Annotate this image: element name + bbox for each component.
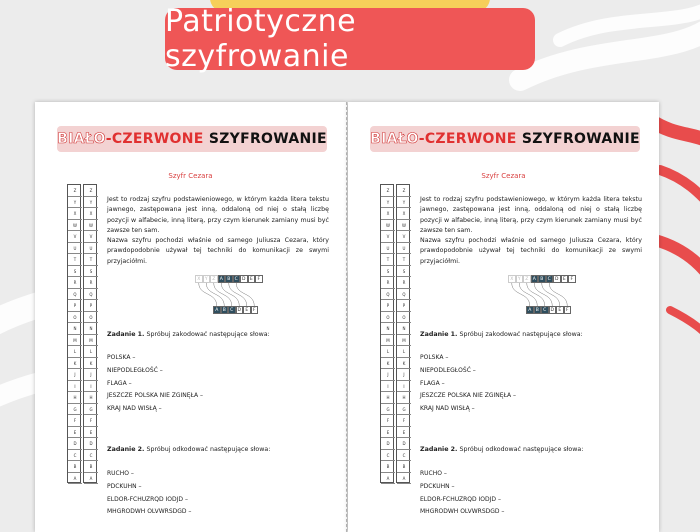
cipher-cell: Z	[84, 185, 98, 197]
task-1-text: Spróbuj zakodować następujące słowa:	[146, 331, 270, 338]
shift-letter-box: E	[556, 306, 564, 314]
shift-letter-box: X	[195, 275, 203, 283]
cipher-cell: R	[68, 277, 82, 289]
task-2-label: Zadanie 2.	[107, 446, 145, 453]
cipher-cell: Y	[68, 197, 82, 209]
intro-text	[107, 195, 329, 267]
cipher-cell: D	[397, 438, 411, 450]
cipher-cell: P	[68, 300, 82, 312]
cipher-cell: U	[84, 243, 98, 255]
cipher-cell: P	[397, 300, 411, 312]
shift-letter-box: F	[568, 275, 576, 283]
cipher-cell: X	[68, 208, 82, 220]
worksheet-left	[35, 102, 347, 532]
shift-letter-box: B	[538, 275, 546, 283]
cipher-cell: S	[68, 266, 82, 278]
list-item: RUCHO –	[107, 470, 134, 477]
cipher-cell: Y	[381, 197, 395, 209]
cipher-cell: E	[68, 427, 82, 439]
task-2-list	[107, 468, 191, 519]
cipher-cell: I	[381, 381, 395, 393]
shift-letter-box: E	[243, 306, 251, 314]
shift-arrows	[195, 282, 305, 322]
cipher-column-shifted	[83, 184, 97, 483]
cipher-cell: K	[397, 358, 411, 370]
cipher-cell: T	[397, 254, 411, 266]
list-item: NIEPODLEGŁOŚĆ –	[420, 366, 476, 374]
cipher-cell: D	[381, 438, 395, 450]
cipher-cell: G	[84, 404, 98, 416]
cipher-cell: A	[381, 473, 395, 485]
cipher-cell: Z	[381, 185, 395, 197]
paragraph-origin: Nazwa szyfru pochodzi właśnie od samego Juliusza Cezara, który prawdopodobnie używał tej techniki do komunikacji ze swymi przyjaciółmi.	[420, 237, 642, 265]
cipher-cell: V	[68, 231, 82, 243]
header-word-szyfrowanie: SZYFROWANIE	[208, 131, 327, 147]
cipher-cell: N	[84, 323, 98, 335]
cipher-strip	[380, 184, 412, 532]
cipher-cell: W	[397, 220, 411, 232]
shift-letter-box: C	[541, 306, 549, 314]
list-item: ELDOR-FCHUZRQD IODJD –	[107, 495, 188, 503]
cipher-cell: C	[84, 450, 98, 462]
cipher-cell: H	[68, 392, 82, 404]
task-2-text: Spróbuj odkodować następujące słowa:	[146, 446, 271, 453]
cipher-cell: B	[84, 461, 98, 473]
cipher-cell: S	[84, 266, 98, 278]
cipher-cell: H	[84, 392, 98, 404]
cipher-cell: N	[381, 323, 395, 335]
cipher-cell: P	[84, 300, 98, 312]
cipher-cell: H	[397, 392, 411, 404]
cipher-cell: S	[397, 266, 411, 278]
cipher-cell: J	[397, 369, 411, 381]
worksheet-subtitle: Szyfr Cezara	[168, 172, 213, 180]
shift-letter-box: C	[233, 275, 241, 283]
cipher-cell: S	[381, 266, 395, 278]
cipher-cell: E	[84, 427, 98, 439]
header-dash: -	[105, 131, 112, 147]
cipher-cell: J	[68, 369, 82, 381]
task-1-heading	[107, 331, 270, 338]
cipher-column-shifted	[396, 184, 410, 483]
cipher-cell: R	[397, 277, 411, 289]
cipher-cell: P	[381, 300, 395, 312]
cipher-cell: U	[68, 243, 82, 255]
header-word-czerwone: CZERWONE	[111, 131, 204, 147]
cipher-cell: L	[68, 346, 82, 358]
shift-letter-box: F	[251, 306, 259, 314]
cipher-cell: B	[397, 461, 411, 473]
cipher-cell: X	[84, 208, 98, 220]
cipher-cell: C	[68, 450, 82, 462]
cipher-strip	[67, 184, 99, 532]
header-word-szyfrowanie: SZYFROWANIE	[521, 131, 640, 147]
shift-letter-box: F	[564, 306, 572, 314]
cipher-cell: C	[397, 450, 411, 462]
cipher-cell: M	[68, 335, 82, 347]
header-word-bialo: BIAŁO	[57, 131, 106, 147]
cipher-cell: A	[397, 473, 411, 485]
worksheet-header	[370, 126, 640, 152]
task-1-list	[420, 352, 516, 416]
list-item: NIEPODLEGŁOŚĆ –	[107, 366, 163, 374]
cipher-cell: I	[397, 381, 411, 393]
shift-row-cipher	[526, 306, 571, 314]
list-item: PDCKUHN –	[420, 482, 455, 490]
task-1-heading	[420, 331, 583, 338]
list-item: POLSKA –	[420, 354, 449, 361]
shift-letter-box: C	[546, 275, 554, 283]
caesar-shift-diagram	[195, 275, 305, 320]
cipher-cell: C	[381, 450, 395, 462]
intro-text	[420, 195, 642, 267]
cipher-cell: G	[397, 404, 411, 416]
cipher-cell: K	[68, 358, 82, 370]
cipher-cell: Y	[397, 197, 411, 209]
cipher-cell: V	[381, 231, 395, 243]
cipher-cell: N	[397, 323, 411, 335]
cipher-cell: O	[84, 312, 98, 324]
task-1-label: Zadanie 1.	[107, 331, 145, 338]
cipher-cell: Q	[397, 289, 411, 301]
worksheet-right	[348, 102, 659, 532]
header-word-bialo: BIAŁO	[370, 131, 419, 147]
cipher-cell: U	[381, 243, 395, 255]
shift-letter-box: E	[561, 275, 569, 283]
shift-letter-box: B	[225, 275, 233, 283]
cipher-cell: Z	[397, 185, 411, 197]
shift-letter-box: Y	[203, 275, 211, 283]
cipher-cell: F	[381, 415, 395, 427]
list-item: JESZCZE POLSKA NIE ZGINĘŁA –	[420, 392, 516, 400]
shift-letter-box: A	[218, 275, 226, 283]
paragraph-origin: Nazwa szyfru pochodzi właśnie od samego Juliusza Cezara, który prawdopodobnie używał tej techniki do komunikacji ze swymi przyjaciółmi.	[107, 237, 329, 265]
cipher-column-plain	[67, 184, 81, 483]
paragraph-definition: Jest to rodzaj szyfru podstawieniowego, w którym każda litera tekstu jawnego, zastępowana jest inną, oddaloną od niej o stałą liczbę pozycji w alfabecie, inną literą, przy czym kierunek zamiany musi być zawsze ten sam.	[107, 196, 329, 234]
shift-letter-box: C	[228, 306, 236, 314]
cipher-cell: I	[84, 381, 98, 393]
shift-letter-box: Y	[516, 275, 524, 283]
cipher-cell: D	[68, 438, 82, 450]
cipher-column-plain	[380, 184, 394, 483]
cipher-cell: G	[381, 404, 395, 416]
list-item: MHGRODWH OLVWRSDGD –	[107, 508, 192, 516]
task-1-list	[107, 352, 203, 416]
cipher-cell: B	[68, 461, 82, 473]
cipher-cell: M	[381, 335, 395, 347]
cipher-cell: T	[381, 254, 395, 266]
list-item: ELDOR-FCHUZRQD IODJD –	[420, 495, 501, 503]
task-2-heading	[420, 446, 583, 453]
shift-letter-box: F	[255, 275, 263, 283]
list-item: JESZCZE POLSKA NIE ZGINĘŁA –	[107, 392, 203, 400]
cipher-cell: Z	[68, 185, 82, 197]
task-2-heading	[107, 446, 270, 453]
cipher-cell: W	[381, 220, 395, 232]
cipher-cell: Y	[84, 197, 98, 209]
cipher-cell: Q	[68, 289, 82, 301]
caesar-shift-diagram	[508, 275, 618, 320]
cipher-cell: L	[84, 346, 98, 358]
cipher-cell: O	[68, 312, 82, 324]
worksheet-subtitle: Szyfr Cezara	[481, 172, 526, 180]
cipher-cell: U	[397, 243, 411, 255]
cipher-cell: I	[68, 381, 82, 393]
list-item: MHGRODWH OLVWRSDGD –	[420, 508, 505, 516]
cipher-cell: F	[397, 415, 411, 427]
cipher-cell: Q	[84, 289, 98, 301]
list-item: POLSKA –	[107, 354, 136, 361]
cipher-cell: T	[84, 254, 98, 266]
list-item: RUCHO –	[420, 470, 447, 477]
cipher-cell: T	[68, 254, 82, 266]
header-word-czerwone: CZERWONE	[424, 131, 517, 147]
task-2-list	[420, 468, 504, 519]
cipher-cell: J	[381, 369, 395, 381]
cipher-cell: X	[381, 208, 395, 220]
shift-letter-box: D	[553, 275, 561, 283]
cipher-cell: V	[397, 231, 411, 243]
task-2-text: Spróbuj odkodować następujące słowa:	[459, 446, 584, 453]
cipher-cell: M	[397, 335, 411, 347]
task-1-label: Zadanie 1.	[420, 331, 458, 338]
shift-arrows	[508, 282, 618, 322]
shift-letter-box: B	[534, 306, 542, 314]
shift-letter-box: D	[236, 306, 244, 314]
shift-letter-box: Z	[523, 275, 531, 283]
shift-letter-box: D	[549, 306, 557, 314]
list-item: PDCKUHN –	[107, 482, 142, 490]
task-2-label: Zadanie 2.	[420, 446, 458, 453]
task-1-text: Spróbuj zakodować następujące słowa:	[459, 331, 583, 338]
shift-letter-box: A	[526, 306, 534, 314]
cipher-cell: J	[84, 369, 98, 381]
cipher-cell: O	[397, 312, 411, 324]
cipher-cell: D	[84, 438, 98, 450]
paragraph-definition: Jest to rodzaj szyfru podstawieniowego, w którym każda litera tekstu jawnego, zastępowana jest inną, oddaloną od niej o stałą liczbę pozycji w alfabecie, inną literą, przy czym kierunek zamiany musi być zawsze ten sam.	[420, 196, 642, 234]
cipher-cell: V	[84, 231, 98, 243]
shift-letter-box: X	[508, 275, 516, 283]
shift-letter-box: A	[213, 306, 221, 314]
cipher-cell: E	[397, 427, 411, 439]
cipher-cell: R	[381, 277, 395, 289]
header-dash: -	[418, 131, 425, 147]
shift-letter-box: E	[248, 275, 256, 283]
cipher-cell: E	[381, 427, 395, 439]
cipher-cell: K	[84, 358, 98, 370]
cipher-cell: O	[381, 312, 395, 324]
cipher-cell: K	[381, 358, 395, 370]
shift-letter-box: A	[531, 275, 539, 283]
cipher-cell: B	[381, 461, 395, 473]
shift-letter-box: D	[240, 275, 248, 283]
list-item: KRAJ NAD WISŁĄ –	[420, 405, 475, 413]
shift-row-cipher	[213, 306, 258, 314]
cipher-cell: H	[381, 392, 395, 404]
page-title: Patriotyczne szyfrowanie	[165, 8, 535, 70]
list-item: FLAGA –	[107, 379, 132, 387]
cipher-cell: W	[84, 220, 98, 232]
cipher-cell: A	[84, 473, 98, 485]
cipher-cell: W	[68, 220, 82, 232]
cipher-cell: M	[84, 335, 98, 347]
cipher-cell: R	[84, 277, 98, 289]
cipher-cell: L	[397, 346, 411, 358]
cipher-cell: F	[68, 415, 82, 427]
cipher-cell: A	[68, 473, 82, 485]
shift-letter-box: B	[221, 306, 229, 314]
worksheet-header	[57, 126, 327, 152]
list-item: FLAGA –	[420, 379, 445, 387]
cipher-cell: L	[381, 346, 395, 358]
cipher-cell: G	[68, 404, 82, 416]
cipher-cell: Q	[381, 289, 395, 301]
cipher-cell: N	[68, 323, 82, 335]
cipher-cell: X	[397, 208, 411, 220]
list-item: KRAJ NAD WISŁĄ –	[107, 405, 162, 413]
shift-letter-box: Z	[210, 275, 218, 283]
cipher-cell: F	[84, 415, 98, 427]
